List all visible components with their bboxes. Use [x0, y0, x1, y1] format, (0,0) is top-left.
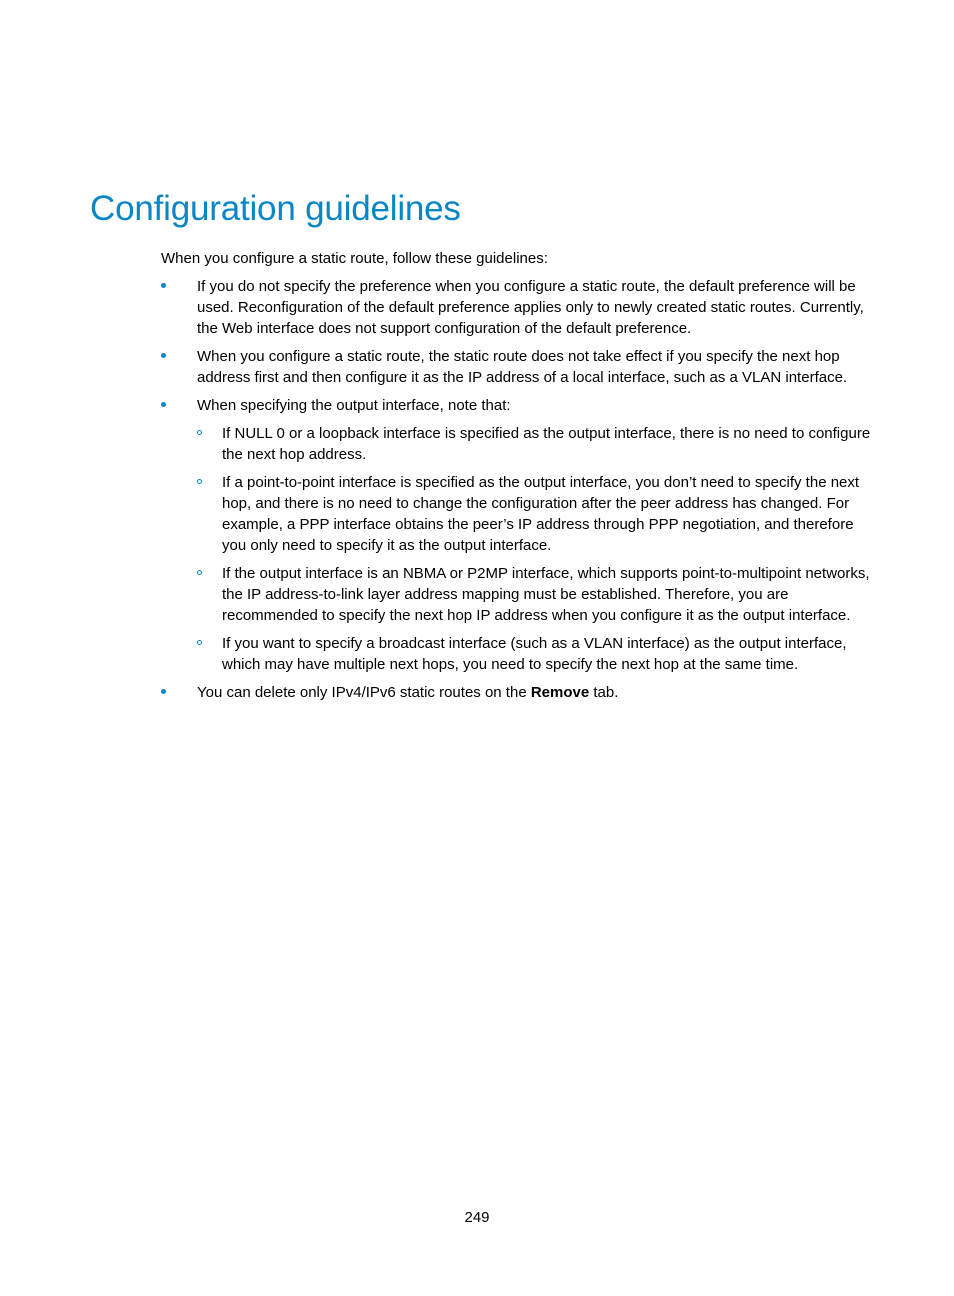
intro-text: When you configure a static route, follow these guidelines: — [161, 250, 548, 267]
sub-list-item-text: If you want to specify a broadcast interface (such as a VLAN interface) as the output interface, which may have multiple next hops, you need to specify the next hop at the same time. — [222, 635, 847, 673]
sub-list-item — [197, 472, 873, 556]
guidelines-list — [161, 276, 873, 703]
sub-list-item-text: If a point-to-point interface is specified as the output interface, you don’t need to specify the next hop, and there is no need to change the configuration after the peer address has changed. For example, a PPP interface obtains the peer’s IP address through PPP negotiation, and therefore you only need to specify it as the output interface. — [222, 474, 860, 554]
list-item-text: If you do not specify the preference when you configure a static route, the default preference will be used. Reconfiguration of the default preference applies only to newly created static routes. Currently, the Web interface does not support configuration of the default preference. — [197, 278, 864, 337]
remove-tab-name: Remove — [530, 684, 590, 701]
list-item — [161, 682, 873, 703]
hollow-circle-bullet-icon — [197, 479, 202, 484]
hollow-circle-bullet-icon — [197, 640, 202, 645]
list-item-text: When you configure a static route, the static route does not take effect if you specify the next hop address first and then configure it as the IP address of a local interface, such as a VLAN interface. — [197, 348, 848, 386]
list-item-text: When specifying the output interface, note that: — [197, 397, 511, 414]
sub-list-item — [197, 633, 873, 675]
remove-tab-text-before: You can delete only IPv4/IPv6 static routes on the — [197, 684, 531, 701]
sub-list-item-text: If NULL 0 or a loopback interface is specified as the output interface, there is no need to configure the next hop address. — [222, 425, 871, 463]
sub-list-item — [197, 563, 873, 626]
list-item — [161, 346, 873, 388]
list-item-text — [197, 684, 618, 701]
bullet-dot-icon — [161, 402, 166, 407]
list-item — [161, 276, 873, 339]
list-item — [161, 395, 873, 675]
bullet-dot-icon — [161, 283, 166, 288]
sub-list-item — [197, 423, 873, 465]
sub-list-item-text: If the output interface is an NBMA or P2MP interface, which supports point-to-multipoint networks, the IP address-to-link layer address mapping must be established. Therefore, you are recommended to specify the next hop IP address when you configure it as the output interface. — [222, 565, 870, 624]
hollow-circle-bullet-icon — [197, 430, 202, 435]
output-interface-sublist — [197, 423, 873, 675]
bullet-dot-icon — [161, 689, 166, 694]
page-title: Configuration guidelines — [90, 189, 461, 228]
page-number: 249 — [464, 1209, 490, 1226]
hollow-circle-bullet-icon — [197, 570, 202, 575]
bullet-dot-icon — [161, 353, 166, 358]
guidelines-body — [161, 248, 873, 710]
remove-tab-text-after: tab. — [589, 684, 619, 701]
